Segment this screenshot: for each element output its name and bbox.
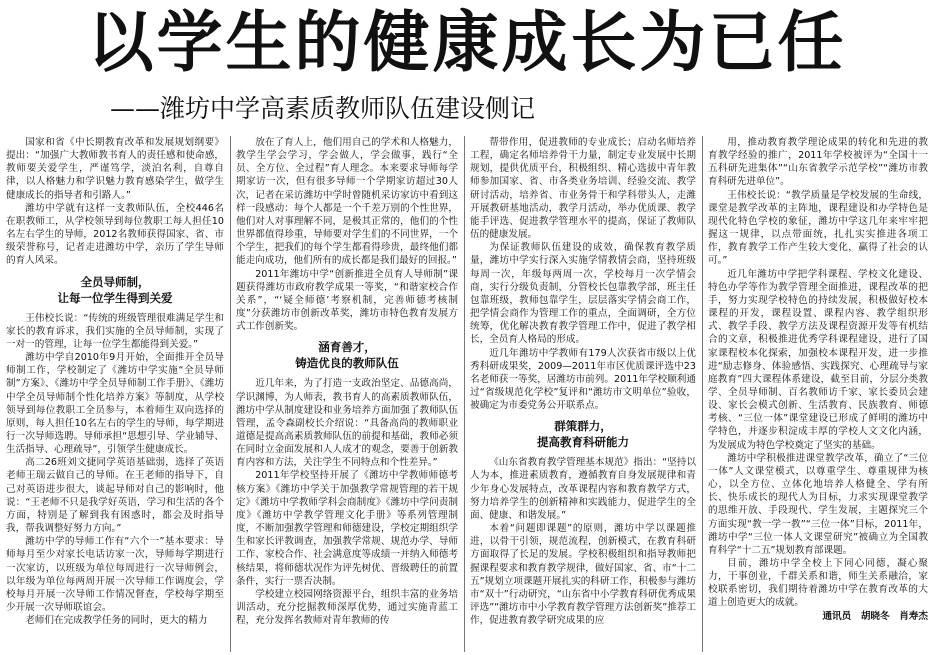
paragraph: 近几年潍坊中学教师有179人次获省市级以上优秀科研成果奖，2009—2011年市区优质课评选中23名老师获一等奖，居潍坊市前列。2011年学校顺利通过“省级规范化学校”复评和“潍坊市文明单位”验收，被确定为市委党务公开联系点。 <box>470 347 696 412</box>
paragraph: 放在了育人上，他们用自己的学术和人格魅力，教学生学会学习，学会做人，学会做事，践行“全员、全方位、全过程”育人理念。本来要求导师每学期家访一次，但有很多导师一个学期家访超过30人次，记者在采访潍坊中学时曾随机采访家访中看到这样一段感动：每个人都是一个千差万别的个性世界，他们对人对事理解不同，是极其正常的，他们的个性世界都值得珍重，导师要对学生们的不同世界，一个个学生，把我们的每个学生都看得珍贵，最终他们都能走向成功，他们所有的成长都是我们最好的回报。” <box>236 137 458 267</box>
paragraph: 潍坊中学就有这样一支教师队伍，全校446名在职教师工，从学校领导到每位教职工每人担任10名左右学生的导师，2012名教师获得国家、省、市级荣誉称号，记者走进潍坊中学，亲历了学生导师的育人风采。 <box>6 202 224 267</box>
section-heading: 让每一位学生得到关爱 <box>57 290 173 305</box>
column-1 <box>6 136 224 652</box>
section-heading: 全员导师制， <box>80 274 150 289</box>
paragraph: 国家和省《中长期教育改革和发展规划纲要》提出：“加强广大教师教书育人的责任感和使命感，教师要关爱学生，严谨笃学，淡泊名利，自尊自律，以人格魅力和学识魅力教育感染学生，做学生健康成长的指导者和引路人。” <box>6 137 224 201</box>
paragraph: 老师们在完成教学任务的同时，更大的精力 <box>25 615 208 627</box>
article-body <box>6 136 928 652</box>
paragraph: 潍坊中学积极推进课堂教学改革，确立了“三位一体”人文课堂模式，以尊重学生、尊重规律为核心，以全方位、立体化地培养人格健全、学有所长、快乐成长的现代人为目标，力求实现课堂教学的思维开放、手段现代、学生发展，主题探究三个方面实现“教一学一教”“三位一体”目标，2011年，潍坊中学“三位一体人文课堂研究”被确立为全国教育科学“十二五”规划教育部课题。 <box>708 452 928 556</box>
column-3 <box>470 136 696 652</box>
paragraph: 目前，潍坊中学全校上下同心同德，凝心聚力，干事创业，千群关系和谐，师生关系融洽，家校联系密切，我们期待着潍坊中学在教育改革的大道上创造更大的成就。 <box>708 558 928 609</box>
article-subtitle: ——潍坊中学高素质教师队伍建设侧记 <box>110 94 536 123</box>
paragraph: 近几年来，为了打造一支政治坚定、品德高尚，学识渊博，为人师表，教书育人的高素质教师队伍，潍坊中学从制度建设和业务培养方面加强了教师队伍管理，孟令森副校长介绍说：“具备高尚的教师职业道德是提高高素质教师队伍的前提和基础，教师必须在同时立金面发展和人人成才的观念，要善于创新教育内容和方法，关注学生不同特点和个性差异。” <box>236 378 458 469</box>
paragraph: 近几年潍坊中学把学科课程、学校文化建设、特色办学等作为教学管理全面推进，课程改革的把手，努力实现学校特色的持续发展，积极做好校本课程的开发，课程设置、课程内容、教学组织形式、教学手段、教学方法及课程资源开发等有机结合的文章，积极推进优秀学科课程建设，进行了国家课程校本化探索，加强校本课程开发，进一步推进“励志修身、体验感悟、实践探究、心理疏导与家庭教育”四大课程体系建设，截至目前，分层分类教学、全员导师制、百名教师访千家、家长委员会建设、家长会模式创新、生活教育、民族教育、师德考核、“三位一体”课堂建设已形成了鲜明的潍坊中学特色，并逐步积淀成丰厚的学校人文文化内涵，为发展成为特色学校奠定了坚实的基础。 <box>708 268 928 451</box>
article-headline: 以学生的健康成长为已任 <box>87 4 847 81</box>
section-heading: 提高教育科研能力 <box>537 435 629 450</box>
column-4 <box>708 136 928 652</box>
section-heading: 群策群力， <box>554 419 612 434</box>
paragraph: 《山东省教育教学管理基本规范》指出：“坚持以人为本，推进素质教育，遵循教育自身发展规律和青少年身心发展特点，改革课程内容和教育教学方式，努力培养学生的创新精神和实践能力，促进学生的全面、健康、和谐发展。” <box>470 457 696 521</box>
column-rule <box>464 136 465 652</box>
byline: 通讯员 胡晓冬 肖寿杰 <box>822 610 928 622</box>
paragraph: 潍坊中学的导师工作有“六个一”基本要求：导师每月至少对家长电话访家一次，导师每学期进行一次家访，以班级为单位每周进行一次导师例会，以年级为单位每两周开展一次导师工作调度会，学校每月开展一次导师工作情况督查，学校每学期至少开展一次导师联谊会。 <box>6 536 224 613</box>
paragraph: 潍坊中学自2010年9月开始，全面推开全员导师制工作，学校制定了《潍坊中学实施“全员导师制”方案》、《潍坊中学全员导师制工作手册》、《潍坊中学全员导师制个性化培养方案》等制度，从学校领导到每位教职工全员参与，本着师生双向选择的原则，每人担任10名左右的学生的导师，每学期进行一次导师选聘。导师承担“思想引导、学业辅导、生活指导、心理疏导”，引领学生健康成长。 <box>6 352 224 456</box>
paragraph: 高二26班刘文捷同学英语基础弱，选择了英语老师王瑞云做自己的导师。在王老师的指导下，自己对英语进步很大，谈起导师对自己的影响时，他说：“王老师不只是我学好英语，学习和生活的各个方面，特别是了解到我有困惑时，都会及时指导我，帮我调整好努力方向。” <box>6 457 224 535</box>
paragraph: 2011年潍坊中学“创新推进全员育人导师制”课题获得潍坊市政府教学成果一等奖，“和谐家校合作关系”，“‘疑全师德’考察机制，完善师德考核制度”分获潍坊市创新改革奖，潍坊市特色教育发展方式工作创新奖。 <box>236 268 458 333</box>
paragraph: 用，推动教育教学理论成果的转化和先进的教育教学经验的推广，2011年学校被评为“全国十一五科研先进集体”“山东省教学示范学校”“潍坊市教育科研先进单位”。 <box>708 137 928 188</box>
paragraph: 帮带作用，促进教师的专业成长；启动名师培养工程，确定名师培养骨干力量，制定专业发展中长期规划，提供优质平台，积极组织、精心选拔中青年教师参加国家、省、市各类业务培训、经验交流、教学研讨活动，培养省、市业务骨干和学科带头人，走潍开展教研基地活动，教学月活动，举办优质课、教学能手评选、促进教学管理水平的提高，保证了教师队伍的健康发展。 <box>470 137 696 241</box>
section-heading: 铸造优良的教师队伍 <box>295 356 399 371</box>
column-rule <box>230 136 231 652</box>
paragraph: 为保证教师队伍建设的成效，确保教育教学质量，潍坊中学实行深入实施学情教情会商，坚持班级每周一次，年级每两周一次，学校每月一次学情会商，实行分级负责制，分管校长包靠教学部，班主任包靠班级，教师包靠学生，层层落实学情会商工作，把学情会商作为管理工作的重点，全面调研，全方位统筹，优化解决教育教学管理工作中，促进了教学相长，全员育人格局的形成。 <box>470 242 696 346</box>
paragraph: 王伟校长说：“教学质量是学校发展的生命线，课堂是教学改革的主阵地，课程建设和办学特色是现代化特色学校的象征，潍坊中学这几年来牢牢把握这一规律，以点带面统，扎扎实实推进各项工作，教育教学工作产生较大变化，赢得了社会的认可。” <box>708 189 928 267</box>
section-heading: 涵育善才， <box>318 340 376 355</box>
column-2 <box>236 136 458 652</box>
paragraph: 2011年学校坚持开展了《潍坊中学教师师德考核方案》《潍坊中学关于加强教学常规管理的若干规定》《潍坊中学教师学科会商制度》《潍坊中学问责制度》《潍坊中学教学管理文化手册》等系列管理制度，不断加强教学管理和师德建设，学校定期组织学生和家长评教调查，加强教学常规、规范办学、导师工作、家校合作、社会满意度等成绩一并纳入师德考核结果，将师德状况作为评先树优、晋级聘任的前置条件，实行一票否决制。 <box>236 470 458 587</box>
paragraph: 王伟校长说：“传统的班级管理很难满足学生和家长的教育诉求，我们实施的全员导师制，实现了一对一的管理，让每一位学生都能得到关爱。” <box>6 312 224 350</box>
column-rule <box>702 136 703 652</box>
paragraph: 学校建立校园网络资源平台，组织丰富的业务培训活动，充分挖掘教师深厚优势，通过实施青蓝工程，充分发挥名教师对青年教师的传 <box>236 588 458 627</box>
paragraph: 本着“问题即课题”的原则，潍坊中学以课题推进，以骨干引领，规范流程，创新模式，在教育科研方面取得了长足的发展。学校积极组织和指导教师把握课程要求和教育教学规律，做好国家、省、市“十二五”规划立项课题开展扎实的科研工作，积极参与潍坊市“双十”行动研究，“山东省中小学教育科研优秀成果评选”“潍坊市中小学教育教学管理方法创新奖”推荐工作，促进教育教学研究成果的应 <box>470 523 696 627</box>
